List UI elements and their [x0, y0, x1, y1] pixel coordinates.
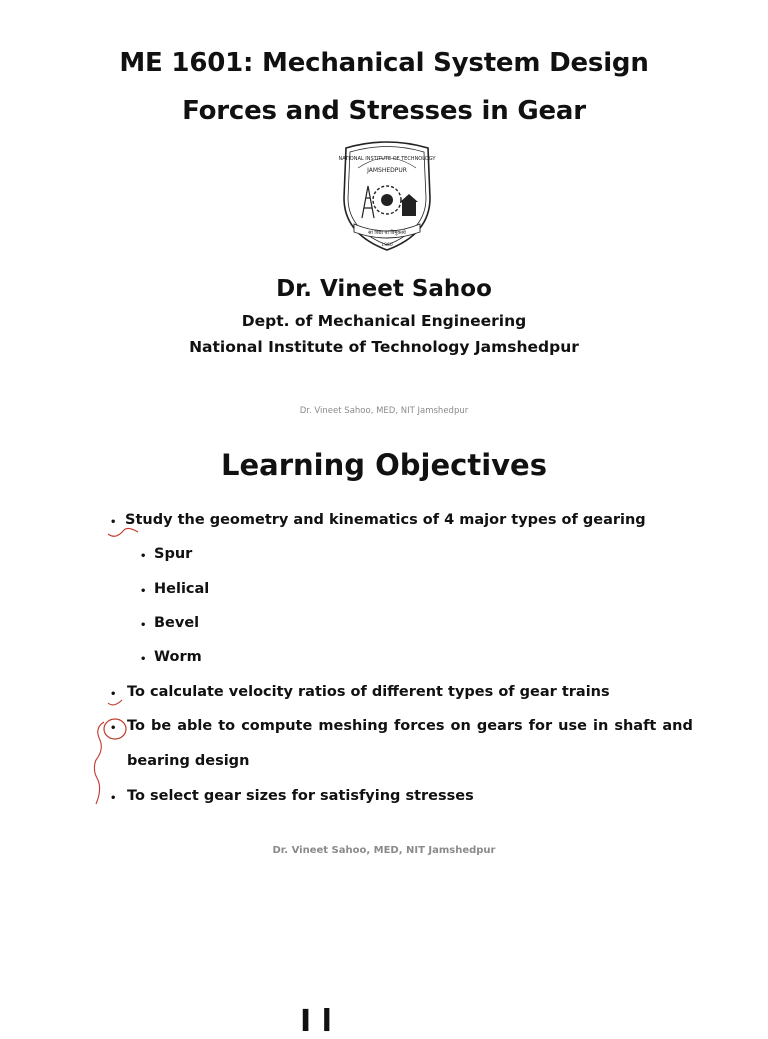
pen-bracket-mark: [94, 722, 104, 804]
author-name: Dr. Vineet Sahoo: [276, 276, 492, 302]
emblem-text-top: NATIONAL INSTITUTE OF TECHNOLOGY: [338, 156, 436, 162]
institute: National Institute of Technology Jamshedpur: [189, 338, 579, 356]
bullet-icon: •: [110, 517, 117, 528]
sub-bullet-icon: •: [140, 654, 147, 665]
sub-bullet-icon: •: [140, 586, 147, 597]
objective-item: To select gear sizes for satisfying stresses: [127, 788, 474, 804]
pen-tick-mark: [108, 700, 122, 705]
course-title: ME 1601: Mechanical System Design: [119, 48, 649, 78]
bullet-icon: •: [110, 723, 117, 734]
sub-objective-item: Worm: [154, 649, 202, 665]
objective-item: To calculate velocity ratios of different types of gear trains: [127, 684, 610, 700]
slide-title: Learning Objectives: [221, 448, 547, 482]
objective-item: To be able to compute meshing forces on gears for use in shaft and: [127, 718, 693, 734]
sub-objective-item: Bevel: [154, 615, 200, 631]
bullet-icon: •: [110, 793, 117, 804]
sub-bullet-icon: •: [140, 620, 147, 631]
department: Dept. of Mechanical Engineering: [241, 312, 527, 330]
bullet-icon: •: [110, 689, 117, 700]
objective-item-continuation: bearing design: [127, 753, 250, 769]
emblem-text-city: JAMSHEDPUR: [367, 167, 407, 174]
pen-circle-mark: [104, 719, 126, 739]
sub-objective-item: Helical: [154, 581, 210, 597]
next-slide-title-partial: I l: [300, 1004, 332, 1039]
slide-footer: Dr. Vineet Sahoo, MED, NIT Jamshedpur: [272, 845, 496, 856]
topic-title: Forces and Stresses in Gear: [182, 96, 586, 126]
sub-objective-item: Spur: [154, 546, 193, 562]
emblem-motto: सा विद्या या विमुक्तये: [368, 230, 406, 236]
slide-footer: Dr. Vineet Sahoo, MED, NIT Jamshedpur: [299, 406, 469, 416]
pen-underline-mark: [108, 528, 138, 536]
objective-item: Study the geometry and kinematics of 4 major types of gearing: [125, 512, 646, 528]
emblem-year: 1960: [381, 243, 393, 248]
sub-bullet-icon: •: [140, 551, 147, 562]
